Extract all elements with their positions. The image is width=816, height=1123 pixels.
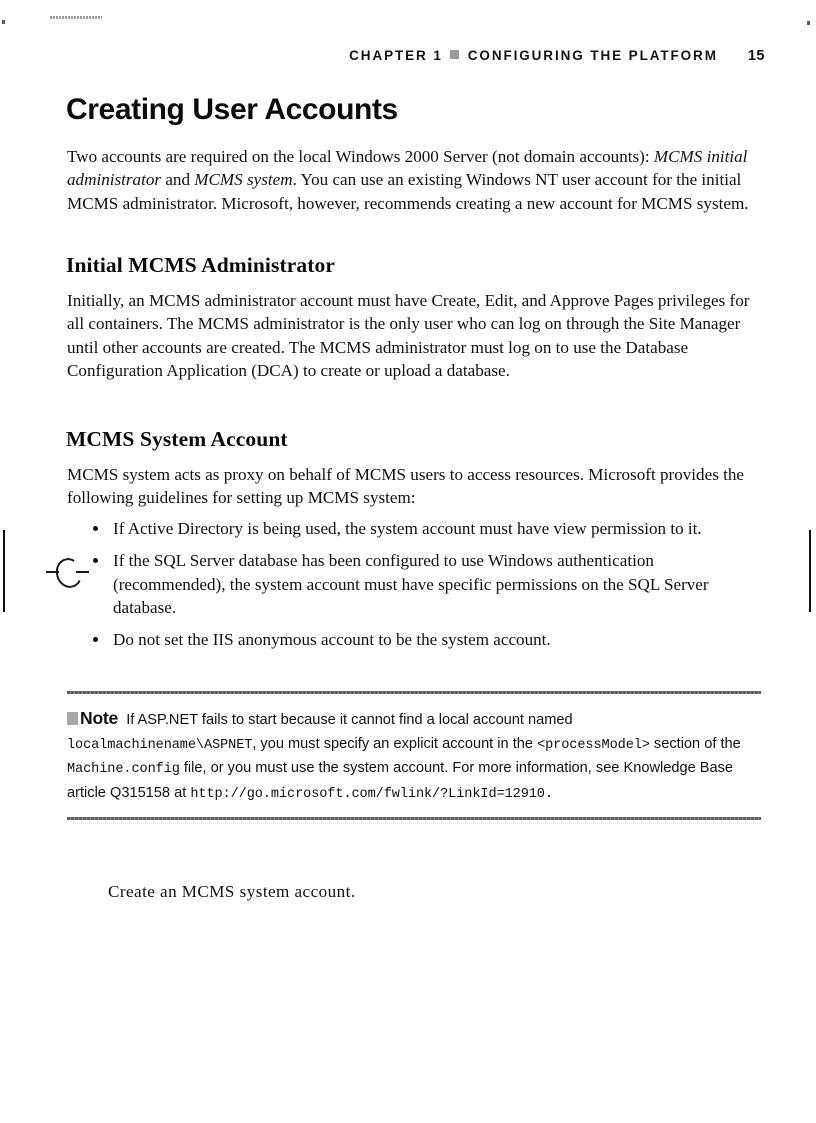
section-heading-mcms-system-account: MCMS System Account [66, 427, 288, 451]
bullet-dot-icon [93, 526, 98, 531]
running-head-title: CONFIGURING THE PLATFORM [467, 48, 718, 63]
scan-artifact-dashed-line [50, 16, 102, 19]
ring-tick-left-icon [46, 571, 59, 573]
ring-arc-icon [52, 555, 85, 591]
admin-paragraph: Initially, an MCMS administrator account must have Create, Edit, and Approve Pages privileges for all containers. The MCMS administrator is the only user who can log on through the Site Manager until other accounts are created. The MCMS administrator must log on to use the Database Configuration Application (DCA) to create or upload a database. [67, 291, 750, 380]
list-item [90, 549, 762, 619]
intro-text-3: . You can use an existing Windows NT user account for the initial MCMS administrator. Microsoft, however, recommends creating a new account for MCMS system. [67, 170, 749, 213]
note-code-url: http://go.microsoft.com/fwlink/?LinkId=12910. [190, 786, 553, 802]
list-item [90, 628, 762, 651]
note-text-1: If ASP.NET fails to start because it cannot find a local account named [126, 712, 573, 728]
intro-text-2: and [161, 170, 195, 190]
running-head-chapter: CHAPTER 1 [349, 48, 443, 63]
scan-artifact-right-edge-bar [809, 530, 811, 612]
list-item [90, 517, 762, 540]
intro-paragraph [67, 145, 757, 215]
scan-artifact-ring-mark [52, 558, 82, 588]
intro-emphasis-2: MCMS system [194, 170, 293, 190]
system-paragraph: MCMS system acts as proxy on behalf of MCMS users to access resources. Microsoft provides the following guidelines for setting up MCMS system: [67, 465, 744, 508]
ring-tick-right-icon [76, 571, 89, 573]
note-body [67, 694, 747, 817]
note-code-processmodel: <processModel> [537, 737, 650, 753]
intro-text-1: Two accounts are required on the local Windows 2000 Server (not domain accounts): [67, 147, 654, 166]
grey-square-icon [450, 50, 459, 59]
note-text-3: section of the [649, 735, 741, 752]
note-label: Note [80, 708, 119, 728]
bullet-dot-icon [93, 637, 98, 642]
note-text-4: file, or you must use the system account. For more information, see Knowledge Base article Q315158 at [67, 760, 734, 801]
page-number: 15 [747, 48, 765, 64]
scan-artifact-speck-top-left [2, 20, 5, 24]
grey-square-icon [67, 712, 78, 725]
list-item-text: Do not set the IIS anonymous account to be the system account. [113, 630, 551, 650]
guidelines-list [90, 517, 762, 651]
page-title: Creating User Accounts [66, 93, 398, 126]
scan-artifact-speck-top-right [807, 21, 810, 25]
note-code-localmachinename: localmachinename\ASPNET [67, 737, 253, 753]
section-heading-initial-mcms-administrator: Initial MCMS Administrator [66, 253, 335, 277]
caption-create-account: Create an MCMS system account. [108, 882, 356, 901]
scan-artifact-left-edge-bar [3, 530, 5, 612]
bullet-dot-icon [93, 558, 98, 563]
note-callout [67, 691, 761, 820]
note-bottom-rule [67, 817, 761, 820]
list-item-text: If the SQL Server database has been configured to use Windows authentication (recommended), the system account must have specific permissions on the SQL Server database. [113, 551, 709, 617]
note-code-machine-config: Machine.config [67, 762, 180, 778]
intro-emphasis-1: MCMS initial administrator [67, 147, 748, 190]
list-item-text: If Active Directory is being used, the system account must have view permission to it. [113, 519, 702, 538]
note-text-2: , you must specify an explicit account in the [252, 735, 538, 752]
running-head [67, 48, 765, 64]
